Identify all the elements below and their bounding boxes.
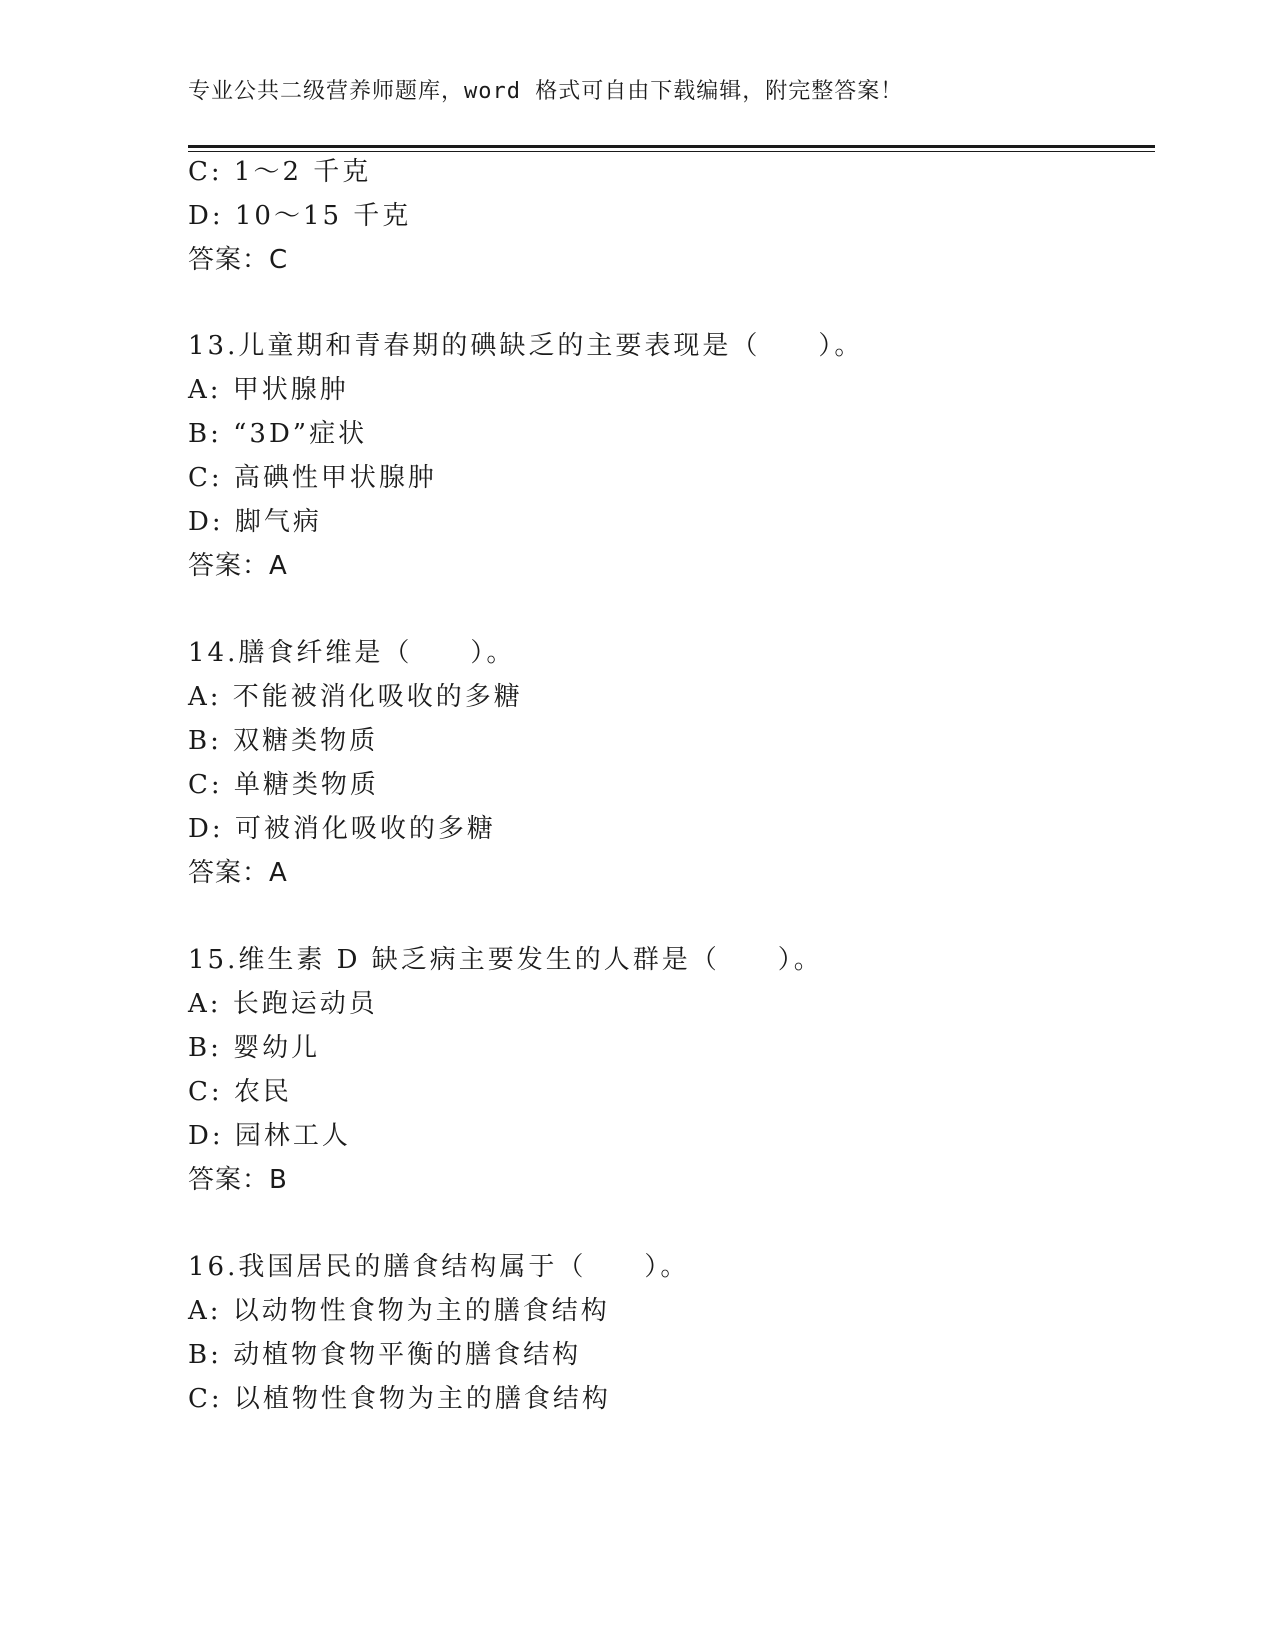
- option-c: C: 1～2 千克: [188, 157, 372, 187]
- page-header: 专业公共二级营养师题库，word 格式可自由下载编辑，附完整答案！: [188, 79, 904, 104]
- question-13: 13.儿童期和青春期的碘缺乏的主要表现是（ ）。: [188, 331, 864, 361]
- option-a: A: 以动物性食物为主的膳食结构: [188, 1296, 610, 1326]
- option-d: D: 可被消化吸收的多糖: [188, 814, 496, 844]
- answer: 答案：A: [188, 551, 288, 581]
- option-a: A: 长跑运动员: [188, 989, 378, 1019]
- answer: 答案：A: [188, 858, 288, 888]
- option-b: B: “3D”症状: [188, 419, 368, 449]
- option-c: C: 高碘性甲状腺肿: [188, 463, 437, 493]
- option-b: B: 动植物食物平衡的膳食结构: [188, 1340, 582, 1370]
- question-14: 14.膳食纤维是（ ）。: [188, 638, 516, 668]
- option-a: A: 不能被消化吸收的多糖: [188, 682, 523, 712]
- option-b: B: 婴幼儿: [188, 1033, 321, 1063]
- option-d: D: 脚气病: [188, 507, 322, 537]
- option-c: C: 单糖类物质: [188, 770, 379, 800]
- option-c: C: 以植物性食物为主的膳食结构: [188, 1384, 611, 1414]
- header-rule: [188, 145, 1155, 148]
- question-16: 16.我国居民的膳食结构属于（ ）。: [188, 1252, 690, 1282]
- option-d: D: 园林工人: [188, 1121, 351, 1151]
- option-a: A: 甲状腺肿: [188, 375, 349, 405]
- answer: 答案：C: [188, 245, 289, 275]
- question-15: 15.维生素 D 缺乏病主要发生的人群是（ ）。: [188, 945, 823, 975]
- option-b: B: 双糖类物质: [188, 726, 379, 756]
- header-rule-thin: [188, 151, 1155, 152]
- answer: 答案：B: [188, 1165, 288, 1195]
- option-c: C: 农民: [188, 1077, 292, 1107]
- option-d: D: 10～15 千克: [188, 201, 412, 231]
